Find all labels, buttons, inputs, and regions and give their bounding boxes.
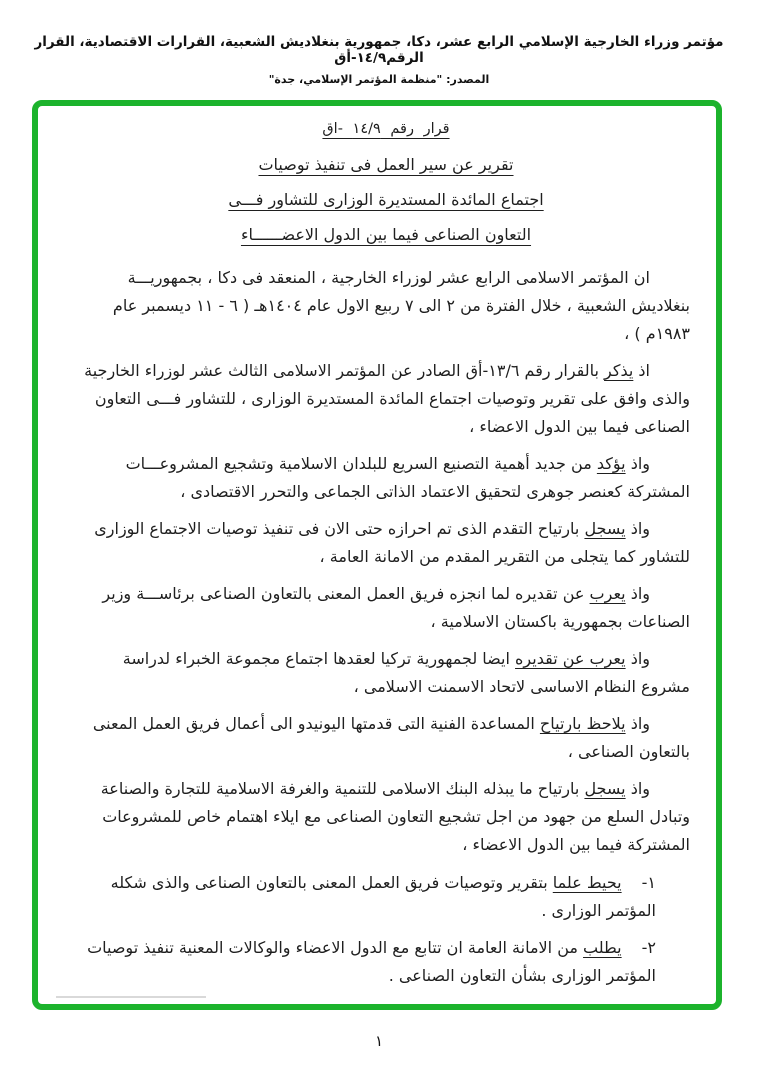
document-title-block bbox=[82, 112, 690, 252]
underlined-phrase: يذكر bbox=[604, 361, 634, 380]
document-paragraph: ان المؤتمر الاسلامى الرابع عشر لوزراء الخارجية ، المنعقد فى دكا ، بجمهوريـــة بنغلاديش الشعبية ، خلال الفترة من ٢ الى ٧ ربيع الاول عام ١٤٠٤هـ ( ٦ - ١١ ديسمبر عام ١٩٨٣م ) ، bbox=[112, 268, 690, 343]
underlined-phrase: يطلب bbox=[583, 938, 622, 957]
document-frame bbox=[32, 100, 722, 1010]
title-line-cooperation: التعاون الصناعى فيما بين الدول الاعضــــــاء bbox=[240, 225, 532, 244]
document-paragraph: واذ يسجل بارتياح التقدم الذى تم احرازه حتى الان فى تنفيذ توصيات الاجتماع الوزارى للتشاور كما يتجلى من التقرير المقدم من الامانة العامة ، bbox=[94, 519, 690, 566]
document-paragraph: واذ يلاحظ بارتياح المساعدة الفنية التى قدمتها اليونيدو الى أعمال فريق العمل المعنى بالتعاون الصناعى ، bbox=[92, 714, 690, 761]
underlined-phrase: يسجل bbox=[584, 779, 626, 798]
document-paragraph: اذ يذكر بالقرار رقم ١٣/٦-أق الصادر عن المؤتمر الاسلامى الثالث عشر لوزراء الخارجية والذى وافق على تقرير وتوصيات اجتماع المائدة المستديرة الوزارى ، للتشاور فـــى التعاون الصناعى فيما بين الدول الاعضاء ، bbox=[84, 361, 690, 436]
title-line-roundtable: اجتماع المائدة المستديرة الوزارى للتشاور فـــى bbox=[228, 190, 544, 209]
underlined-phrase: يلاحظ بارتياح bbox=[539, 714, 626, 733]
resolution-number-title: قرار رقم ١٤/٩ -اق bbox=[322, 121, 450, 137]
underlined-phrase: يسجل bbox=[584, 519, 626, 538]
header-citation-line: مؤتمر وزراء الخارجية الإسلامي الرابع عشر، دكا، جمهورية بنغلاديش الشعبية، القرارات الاقتصادية، القرار الرقم١٤/٩-أق bbox=[34, 34, 724, 66]
preamble-paragraphs bbox=[82, 264, 690, 859]
page-header bbox=[0, 34, 758, 86]
operative-items bbox=[82, 869, 690, 990]
document-paragraph: واذ يؤكد من جديد أهمية التصنيع السريع للبلدان الاسلامية وتشجيع المشروعـــات المشتركة كعنصر جوهرى لتحقيق الاعتماد الذاتى الجماعى والتحرر الاقتصادى ، bbox=[125, 454, 690, 501]
item-number: ١- bbox=[641, 873, 656, 892]
page-number: ١ bbox=[374, 1032, 384, 1050]
underlined-phrase: يؤكد bbox=[596, 454, 626, 473]
scan-artifact-line bbox=[56, 996, 206, 998]
numbered-item: ١-يحيط علما بتقرير وتوصيات فريق العمل المعنى بالتعاون الصناعى والذى شكله المؤتمر الوزارى . bbox=[110, 873, 656, 920]
numbered-item: ٢-يطلب من الامانة العامة ان تتابع مع الدول الاعضاء والوكالات المعنية تنفيذ توصيات المؤتمر الوزارى بشأن التعاون الصناعى . bbox=[87, 938, 656, 985]
title-line-report: تقرير عن سير العمل فى تنفيذ توصيات bbox=[258, 155, 514, 174]
item-number: ٢- bbox=[641, 938, 656, 957]
document-paragraph: واذ يعرب عن تقديره لما انجزه فريق العمل المعنى بالتعاون الصناعى برئاســـة وزير الصناعات بجمهورية باكستان الاسلامية ، bbox=[102, 584, 690, 631]
underlined-phrase: يعرب عن تقديره bbox=[515, 649, 626, 668]
underlined-phrase: يحيط علما bbox=[552, 873, 622, 892]
document-paragraph: واذ يسجل بارتياح ما يبذله البنك الاسلامى للتنمية والغرفة الاسلامية للتجارة والصناعة وتبادل السلع من جهود من اجل تشجيع التعاون الصناعى مع ايلاء اهتمام خاص للمشروعات المشتركة فيما بين الدول الاعضاء ، bbox=[100, 779, 690, 854]
underlined-phrase: يعرب bbox=[589, 584, 626, 603]
document-paragraph: واذ يعرب عن تقديره ايضا لجمهورية تركيا لعقدها اجتماع مجموعة الخبراء لدراسة مشروع النظام الاساسى لاتحاد الاسمنت الاسلامى ، bbox=[122, 649, 690, 696]
header-source-line: المصدر: "منظمة المؤتمر الإسلامي، جدة" bbox=[268, 73, 490, 86]
scanned-document bbox=[38, 106, 716, 1004]
